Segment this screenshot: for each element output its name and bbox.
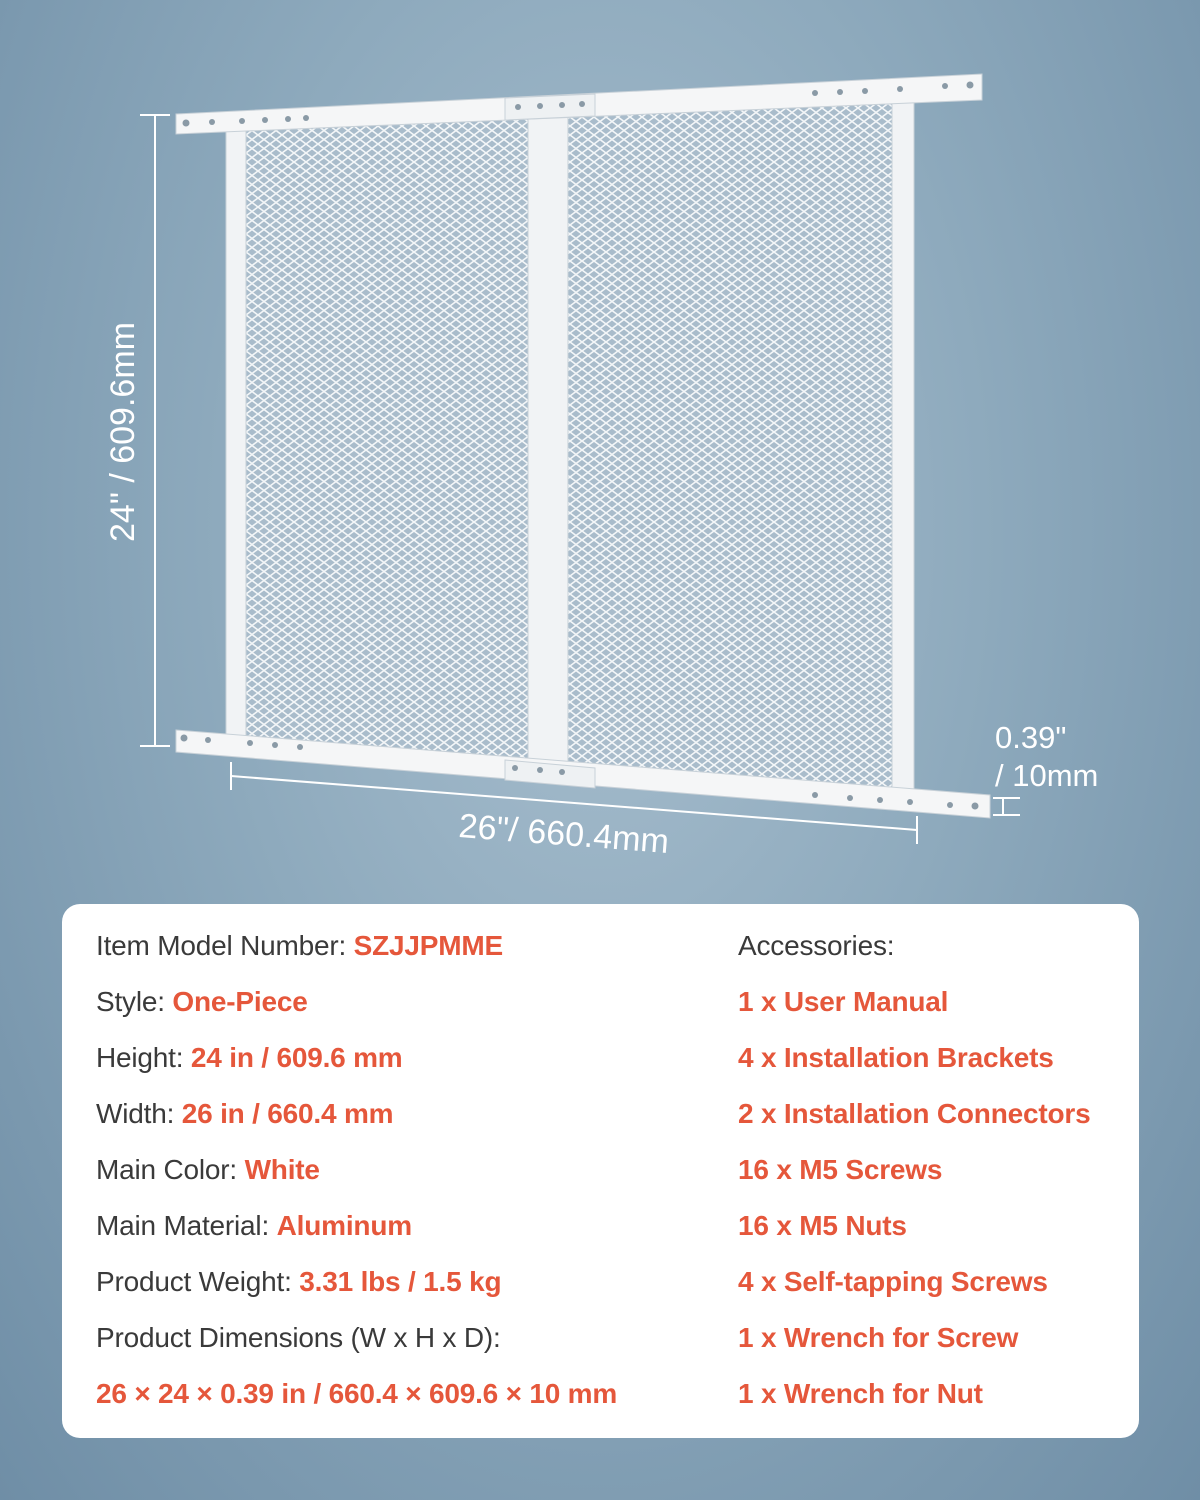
spec-row-dimensions-value [96, 1374, 716, 1430]
spec-row-material [96, 1206, 716, 1262]
accessory-item: 1 x Wrench for Screw [738, 1322, 1019, 1353]
spec-label: Item Model Number: [96, 930, 347, 961]
spec-list [96, 926, 716, 1430]
right-mesh-panel [555, 95, 910, 790]
accessory-item: 1 x User Manual [738, 986, 949, 1017]
spec-row-width [96, 1094, 716, 1150]
depth-dimension-label-2: / 10mm [995, 758, 1099, 793]
spec-value: Aluminum [276, 1210, 412, 1241]
accessory-item: 4 x Installation Brackets [738, 1042, 1054, 1073]
spec-row-weight [96, 1262, 716, 1318]
spec-value: 26 in / 660.4 mm [181, 1098, 394, 1129]
spec-row-height [96, 1038, 716, 1094]
spec-label: Main Material: [96, 1210, 270, 1241]
left-mesh-panel [232, 115, 545, 760]
spec-value: 3.31 lbs / 1.5 kg [299, 1266, 502, 1297]
spec-label: Product Weight: [96, 1266, 292, 1297]
spec-row-model [96, 926, 716, 982]
height-dimension-line [140, 115, 170, 746]
spec-value: 26 × 24 × 0.39 in / 660.4 × 609.6 × 10 mm [96, 1378, 618, 1409]
spec-value: One-Piece [172, 986, 308, 1017]
spec-card [62, 904, 1139, 1438]
depth-dimension-label-1: 0.39" [995, 720, 1067, 755]
depth-dimension-line [993, 798, 1020, 815]
height-dimension-label: 24" / 609.6mm [104, 322, 142, 542]
width-dimension-label: 26"/ 660.4mm [457, 807, 671, 862]
accessories-list [738, 926, 1118, 1430]
accessory-item: 16 x M5 Nuts [738, 1210, 907, 1241]
spec-row-style [96, 982, 716, 1038]
spec-label: Width: [96, 1098, 175, 1129]
spec-value: White [244, 1154, 320, 1185]
spec-label: Product Dimensions (W x H x D): [96, 1322, 501, 1353]
spec-label: Main Color: [96, 1154, 237, 1185]
spec-value: 24 in / 609.6 mm [190, 1042, 403, 1073]
accessories-title: Accessories: [738, 930, 895, 961]
spec-row-dimensions [96, 1318, 716, 1374]
spec-row-color [96, 1150, 716, 1206]
spec-label: Height: [96, 1042, 184, 1073]
accessory-item: 16 x M5 Screws [738, 1154, 943, 1185]
accessory-item: 4 x Self-tapping Screws [738, 1266, 1048, 1297]
accessory-item: 2 x Installation Connectors [738, 1098, 1091, 1129]
spec-value: SZJJPMME [353, 930, 503, 961]
accessory-item: 1 x Wrench for Nut [738, 1378, 983, 1409]
spec-label: Style: [96, 986, 165, 1017]
